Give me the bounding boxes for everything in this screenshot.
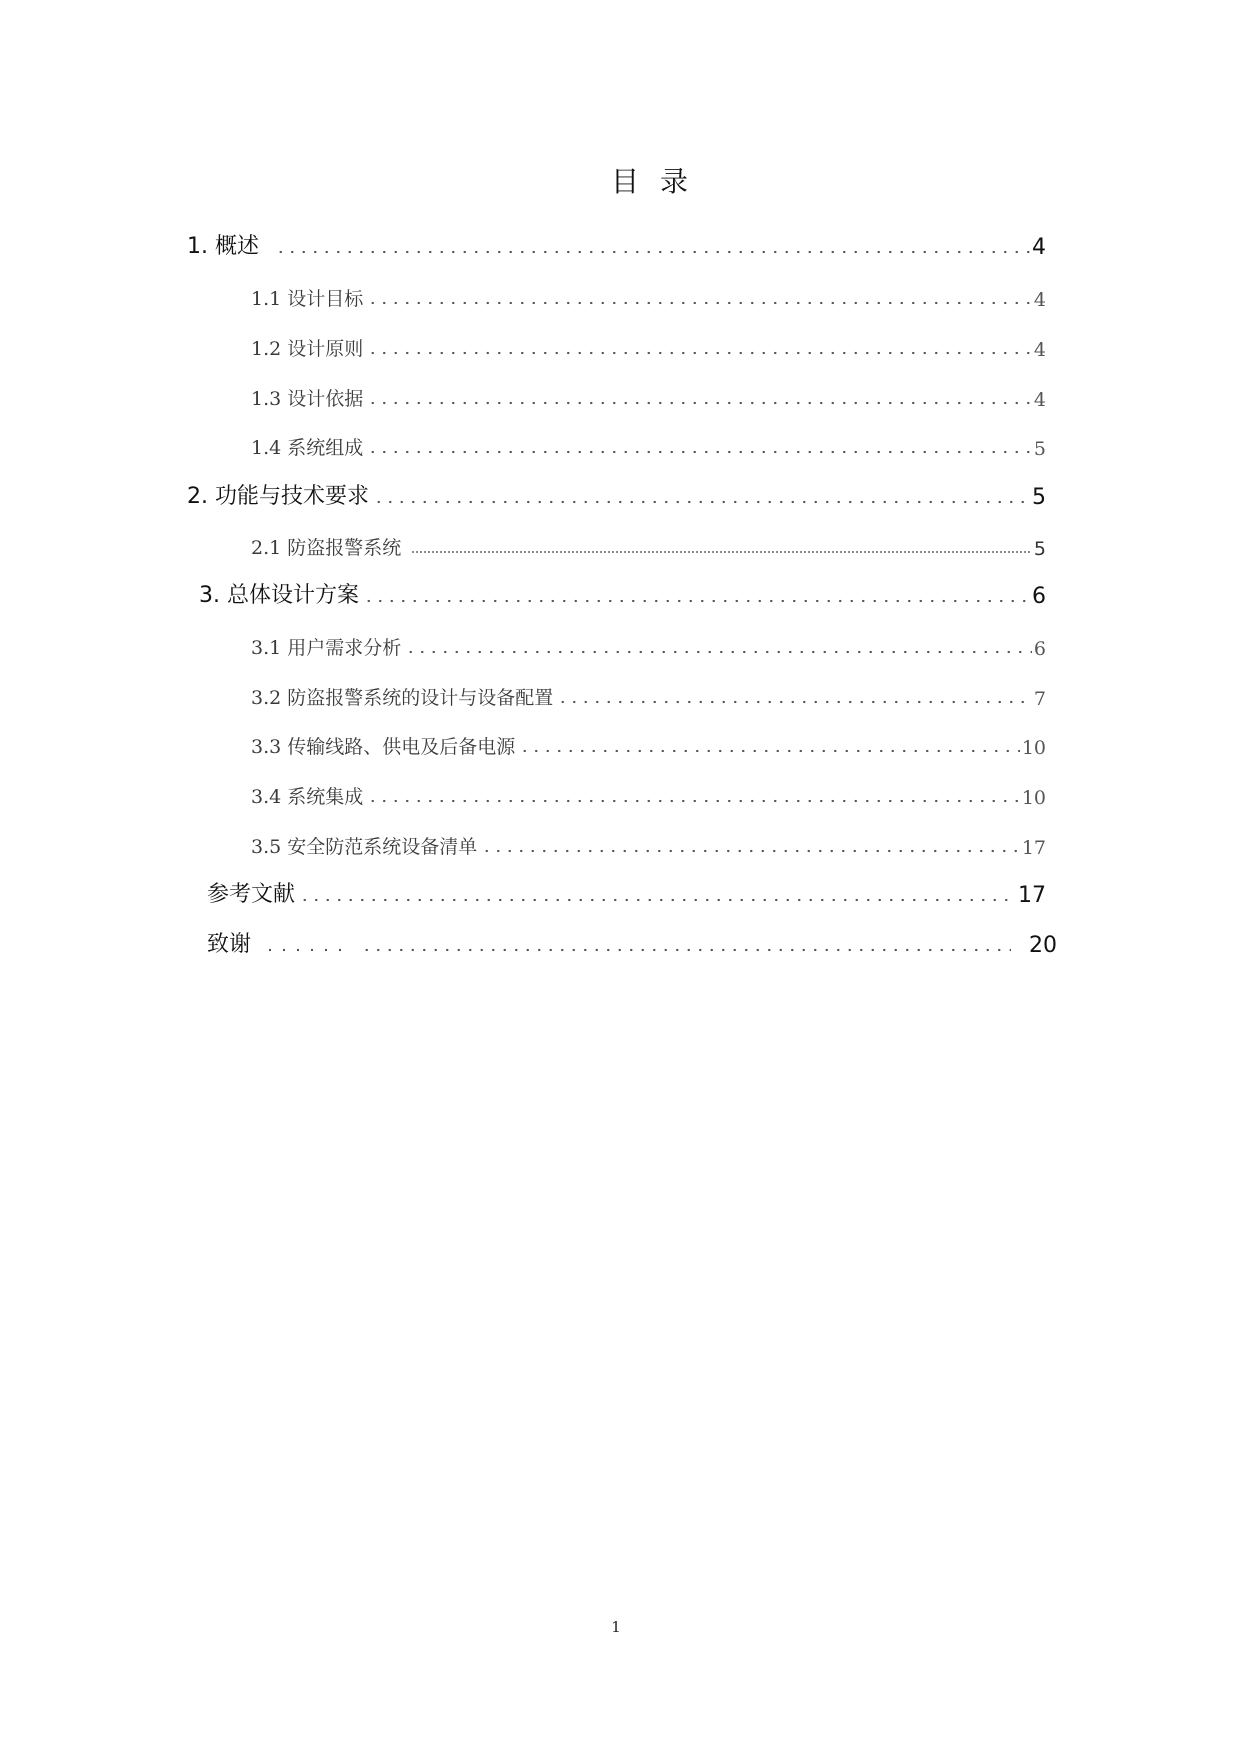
toc-entry-1-3[interactable] [251, 381, 1046, 411]
dot-leader [367, 401, 1032, 405]
toc-entry-label: 1.4 系统组成 [251, 437, 364, 459]
toc-entry-page: 5 [1033, 438, 1046, 460]
dot-leader [263, 948, 347, 952]
toc-entry-1[interactable] [187, 230, 1046, 260]
toc-entry-page: 4 [1033, 389, 1046, 411]
dot-leader [405, 650, 1032, 654]
dot-leader [557, 700, 1032, 704]
toc-entry-page: 6 [1033, 638, 1046, 660]
dot-leader [367, 450, 1032, 454]
toc-entry-references[interactable] [207, 878, 1046, 908]
toc-entry-label: 2. 功能与技术要求 [187, 484, 369, 509]
dot-leader [367, 351, 1032, 355]
toc-entry-page: 20 [1029, 933, 1057, 958]
toc-entry-label: 3.2 防盗报警系统的设计与设备配置 [251, 687, 554, 709]
toc-entry-page: 4 [1032, 235, 1046, 260]
toc-entry-page: 7 [1033, 688, 1046, 710]
toc-entry-label: 1.1 设计目标 [251, 288, 364, 310]
toc-entry-label: 1. 概述 [187, 234, 259, 259]
toc-entry-label: 2.1 防盗报警系统 [251, 537, 402, 559]
toc-entry-page: 17 [1021, 837, 1046, 859]
dot-leader [361, 948, 1011, 952]
toc-entry-3-3[interactable] [251, 729, 1046, 759]
dot-leader [367, 799, 1020, 803]
toc-entry-label: 1.2 设计原则 [251, 338, 364, 360]
toc-entry-label: 3. 总体设计方案 [199, 583, 359, 608]
toc-entry-label: 3.3 传输线路、供电及后备电源 [251, 736, 516, 758]
toc-entry-1-2[interactable] [251, 331, 1046, 361]
dot-leader [411, 550, 1032, 554]
toc-entry-page: 10 [1021, 737, 1046, 759]
toc-entry-page: 6 [1032, 584, 1046, 609]
dot-leader [373, 500, 1030, 504]
dot-leader [367, 301, 1032, 305]
dot-leader [299, 898, 1016, 902]
page-number: 1 [611, 1618, 621, 1636]
toc-entry-2[interactable] [187, 480, 1046, 510]
toc-entry-page: 5 [1032, 485, 1046, 510]
toc-entry-page: 4 [1033, 289, 1046, 311]
dot-leader [519, 749, 1020, 753]
toc-entry-label: 3.1 用户需求分析 [251, 637, 402, 659]
toc-entry-label: 3.5 安全防范系统设备清单 [251, 836, 478, 858]
toc-entry-label: 参考文献 [207, 882, 296, 907]
toc-entry-1-4[interactable] [251, 430, 1046, 460]
toc-entry-label: 1.3 设计依据 [251, 388, 364, 410]
toc-entry-page: 5 [1033, 538, 1046, 560]
toc-entry-3[interactable] [199, 579, 1046, 609]
toc-entry-label: 3.4 系统集成 [251, 786, 364, 808]
toc-entry-page: 4 [1033, 339, 1046, 361]
toc-title: 目 录 [611, 165, 694, 198]
dot-leader [481, 849, 1020, 853]
toc-entry-label: 致谢 [207, 932, 252, 957]
toc-entry-page: 10 [1021, 787, 1046, 809]
dot-leader [363, 599, 1030, 603]
toc-entry-acknowledgements[interactable] [207, 928, 1057, 958]
toc-entry-page: 17 [1018, 883, 1046, 908]
toc-entry-3-2[interactable] [251, 680, 1046, 710]
toc-entry-2-1[interactable] [251, 530, 1046, 560]
toc-entry-1-1[interactable] [251, 281, 1046, 311]
toc-entry-3-4[interactable] [251, 779, 1046, 809]
dot-leader [275, 250, 1030, 254]
toc-entry-3-5[interactable] [251, 829, 1046, 859]
toc-entry-3-1[interactable] [251, 630, 1046, 660]
